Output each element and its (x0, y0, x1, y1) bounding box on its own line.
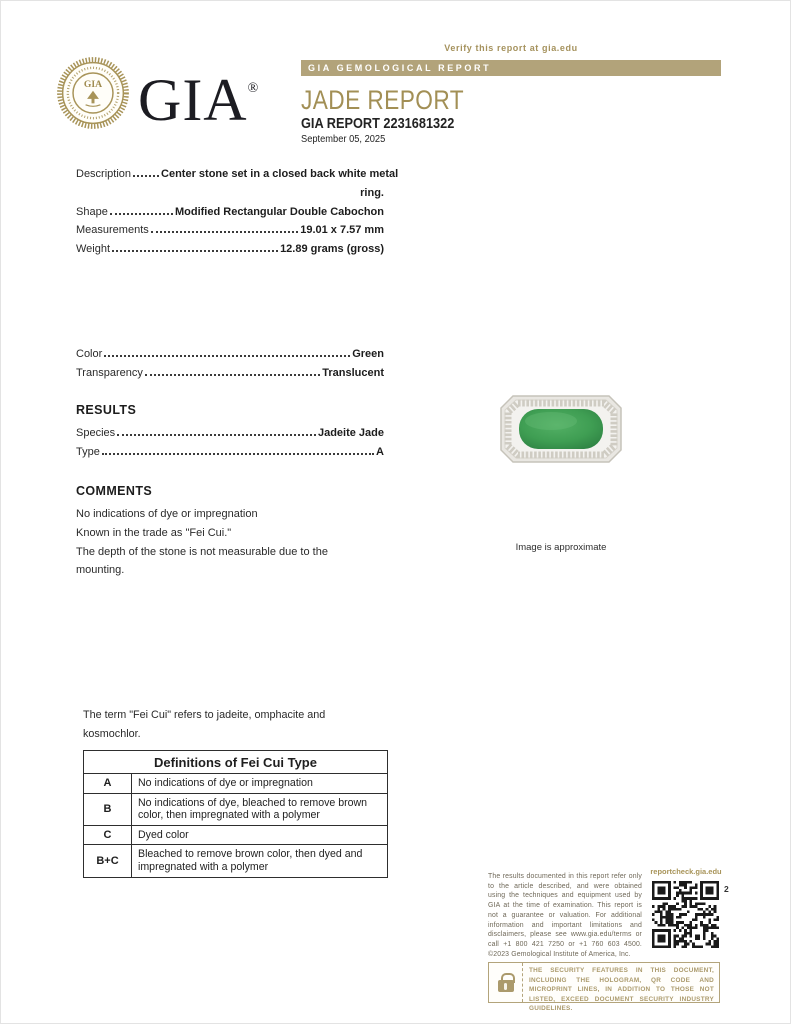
type-a-definition: No indications of dye or impregnation (132, 774, 388, 794)
identification-section (76, 165, 399, 259)
results-section (76, 403, 384, 462)
qr-caption-link[interactable]: reportcheck.gia.edu (650, 867, 722, 876)
type-c-definition: Dyed color (132, 825, 388, 845)
registered-trademark: ® (247, 81, 260, 96)
table-row (84, 825, 388, 845)
dotted-leader (117, 434, 316, 436)
dotted-leader (102, 453, 374, 455)
type-value: A (376, 445, 384, 458)
species-value: Jadeite Jade (317, 427, 384, 439)
dotted-leader (110, 213, 173, 215)
comment-line: No indications of dye or impregnation (76, 508, 258, 520)
table-row (84, 793, 388, 825)
comment-line: The depth of the stone is not measurable due to the mounting. (76, 545, 328, 577)
jade-ring-photo (499, 393, 623, 465)
comments-section (76, 484, 376, 580)
weight-value: 12.89 grams (gross) (280, 243, 384, 256)
verify-link[interactable]: Verify this report at gia.edu (444, 43, 578, 53)
measurements-value: 19.01 x 7.57 mm (300, 224, 384, 237)
lock-icon-cell (489, 963, 522, 1002)
measurements-label: Measurements (76, 224, 149, 237)
dotted-leader (145, 374, 320, 376)
qr-code (652, 881, 719, 948)
transparency-row (76, 364, 384, 383)
image-caption: Image is approximate (515, 542, 607, 553)
type-c-cell: C (84, 825, 132, 845)
report-number: GIA REPORT 2231681322 (301, 115, 455, 132)
table-row (84, 774, 388, 794)
type-a-cell: A (84, 774, 132, 794)
description-row (76, 165, 399, 184)
table-row (84, 845, 388, 877)
description-value-line1: Center stone set in a closed back white metal (161, 168, 399, 180)
color-value: Green (352, 348, 384, 360)
species-row (76, 424, 384, 443)
type-b-definition: No indications of dye, bleached to remove brown color, then impregnated with a polymer (132, 793, 388, 825)
security-notice-text: THE SECURITY FEATURES IN THIS DOCUMENT, INCLUDING THE HOLOGRAM, QR CODE AND MICROPRINT LINES, IN ADDITION TO THOSE NOT LISTED, EXCEED DOCUMENT SECURITY INDUSTRY GUIDELINES. (522, 963, 719, 1002)
type-row (76, 443, 384, 462)
lock-icon (498, 980, 514, 992)
shape-value: Modified Rectangular Double Cabochon (174, 205, 384, 218)
fei-cui-definitions-table (83, 750, 388, 878)
security-notice-box (488, 962, 720, 1013)
report-title: JADE REPORT (301, 85, 464, 115)
report-date: September 05, 2025 (301, 134, 386, 145)
type-b-cell: B (84, 793, 132, 825)
shape-row (76, 203, 384, 222)
gia-seal-icon (56, 56, 130, 130)
fei-cui-note: The term "Fei Cui" refers to jadeite, omphacite and kosmochlor. (83, 709, 326, 740)
type-label: Type (76, 445, 100, 458)
dotted-leader (104, 355, 350, 357)
type-bc-cell: B+C (84, 845, 132, 877)
type-bc-definition: Bleached to remove brown color, then dyed and impregnated with a polymer (132, 845, 388, 877)
gia-logotype (138, 56, 259, 133)
gia-logo (56, 56, 259, 133)
table-header-row (84, 751, 388, 774)
dotted-leader (112, 250, 278, 252)
weight-row (76, 240, 384, 259)
color-row (76, 345, 384, 364)
description-label: Description (76, 168, 132, 180)
weight-label: Weight (76, 243, 111, 256)
disclaimer-text: The results documented in this report refer only to the article described, and were obtained using the techniques and equipment used by GIA at the time of examination. This report is not a guarantee or valuation. For additional information and important limitations and disclaimers, please see www.gia.edu/terms or call +1 800 421 7250 or +1 760 603 4500. ©2023 Gemological Institute of America, Inc. (488, 873, 642, 958)
appearance-section (76, 345, 384, 383)
dotted-leader (151, 231, 298, 233)
dotted-leader (133, 175, 159, 177)
color-label: Color (76, 348, 103, 360)
report-banner: GIA GEMOLOGICAL REPORT (301, 60, 721, 76)
results-heading: RESULTS (76, 403, 137, 417)
comment-line: Known in the trade as "Fei Cui." (76, 526, 232, 539)
table-title: Definitions of Fei Cui Type (84, 751, 388, 774)
page-number: 2 (724, 884, 729, 894)
transparency-value: Translucent (322, 366, 384, 379)
description-value-line2: ring. (360, 186, 384, 199)
species-label: Species (76, 427, 116, 439)
comments-heading: COMMENTS (76, 484, 153, 498)
gia-logo-text: GIA (138, 67, 248, 133)
measurements-row (76, 221, 384, 240)
transparency-label: Transparency (76, 366, 143, 379)
shape-label: Shape (76, 205, 108, 218)
svg-text:GIA: GIA (83, 79, 103, 91)
